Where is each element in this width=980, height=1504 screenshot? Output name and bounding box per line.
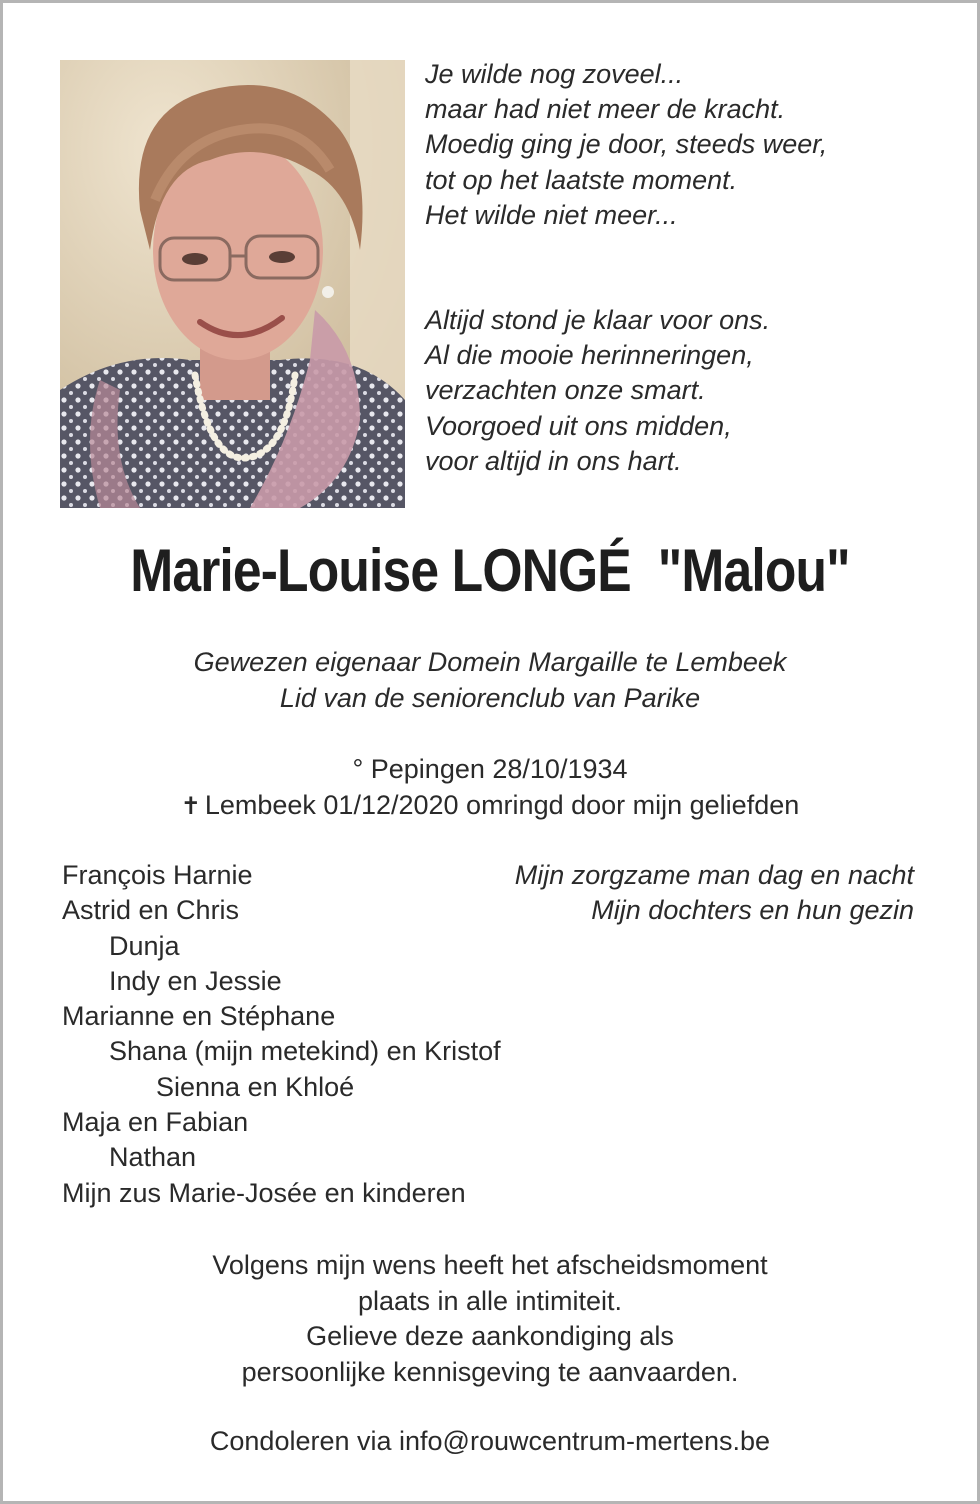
family-relation: Mijn zorgzame man dag en nacht (514, 860, 914, 890)
family-name: Shana (mijn metekind) en Kristof (109, 1036, 501, 1067)
family-row (60, 893, 920, 928)
portrait-illustration (60, 60, 405, 508)
poem-line: Al die mooie herinneringen, (425, 340, 754, 371)
subtitle (3, 645, 977, 716)
family-row (60, 1105, 920, 1140)
family-row (60, 999, 920, 1034)
closing-line: persoonlijke kennisgeving te aanvaarden. (241, 1356, 739, 1387)
family-row (60, 964, 920, 999)
family-name: Indy en Jessie (109, 965, 282, 996)
closing-text (3, 1248, 977, 1390)
poem-line: Altijd stond je klaar voor ons. (425, 305, 771, 336)
portrait-photo (60, 60, 405, 508)
family-row (60, 858, 920, 893)
family-name: Nathan (109, 1142, 197, 1173)
poem-line: verzachten onze smart. (425, 375, 706, 406)
death-date: Lembeek 01/12/2020 omringd door mijn geliefden (204, 789, 800, 820)
deceased-name: Marie-Louise LONGÉ "Malou" (130, 537, 850, 604)
condolence-contact: Condoleren via info@rouwcentrum-mertens.be (209, 1426, 771, 1456)
family-name: Astrid en Chris (62, 895, 240, 926)
family-name: Sienna en Khloé (156, 1071, 355, 1102)
family-row (60, 929, 920, 964)
family-name: François Harnie (62, 860, 253, 890)
poem-line: maar had niet meer de kracht. (425, 94, 786, 125)
family-name: Mijn zus Marie-Josée en kinderen (62, 1177, 466, 1208)
poem-line: Moedig ging je door, steeds weer, (425, 129, 828, 160)
poem-stanza-2 (425, 303, 945, 479)
subtitle-line: Lid van de seniorenclub van Parike (279, 682, 701, 713)
family-relation: Mijn dochters en hun gezin (591, 895, 914, 926)
family-row (60, 1070, 920, 1105)
poem (425, 57, 945, 479)
family-name: Dunja (109, 930, 180, 961)
family-name: Marianne en Stéphane (62, 1001, 336, 1032)
closing-line: plaats in alle intimiteit. (357, 1285, 623, 1316)
family-name: Maja en Fabian (62, 1107, 249, 1138)
cross-icon: ✝ (180, 792, 201, 820)
poem-line: tot op het laatste moment. (425, 164, 738, 195)
birth-date: ° Pepingen 28/10/1934 (352, 754, 628, 784)
family-list (60, 858, 920, 1211)
subtitle-line: Gewezen eigenaar Domein Margaille te Lembeek (193, 647, 787, 677)
poem-line: Het wilde niet meer... (425, 199, 678, 230)
family-row (60, 1140, 920, 1175)
death-date-line (3, 788, 977, 825)
poem-line: voor altijd in ons hart. (425, 445, 682, 476)
family-row (60, 1034, 920, 1069)
family-row (60, 1176, 920, 1211)
dates (3, 752, 977, 824)
poem-stanza-1 (425, 57, 945, 233)
poem-line: Je wilde nog zoveel... (425, 59, 684, 89)
closing-line: Volgens mijn wens heeft het afscheidsmoment (212, 1250, 768, 1280)
poem-line: Voorgoed uit ons midden, (425, 410, 732, 441)
closing-line: Gelieve deze aankondiging als (306, 1321, 674, 1351)
